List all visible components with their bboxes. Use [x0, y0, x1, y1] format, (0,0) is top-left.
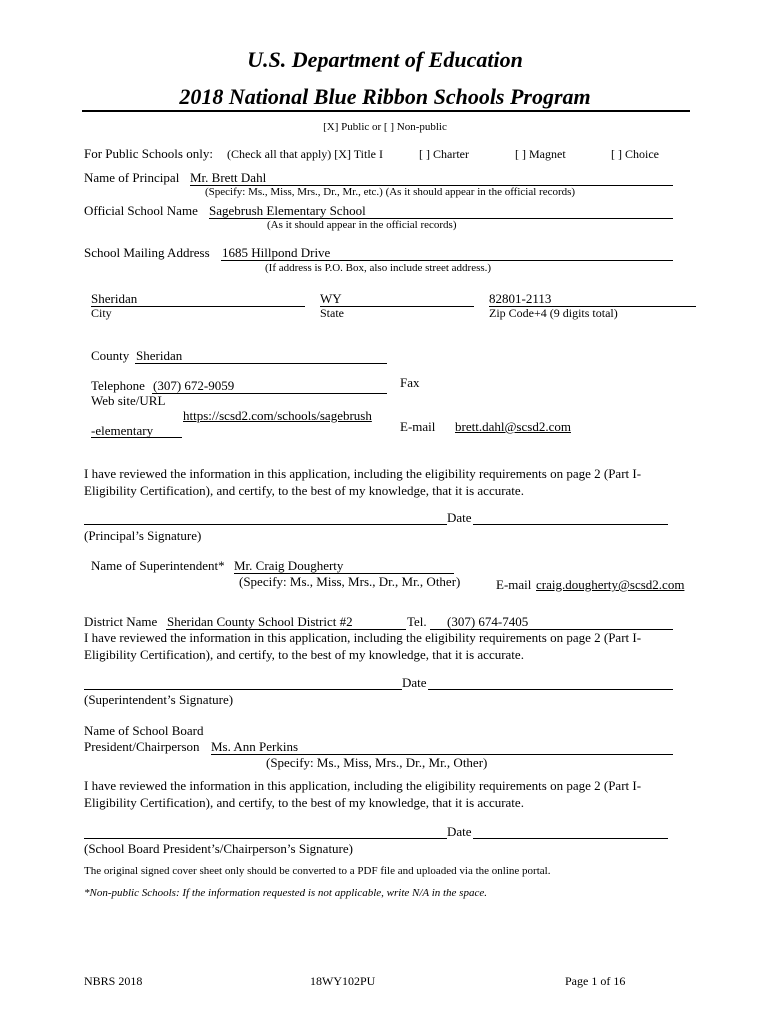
school-name-field[interactable]: Sagebrush Elementary School	[209, 203, 366, 218]
document-title: U.S. Department of Education	[247, 47, 523, 72]
state-field[interactable]: WY	[320, 291, 342, 306]
superintendent-email-label: E-mail	[496, 577, 532, 592]
footer-left: NBRS 2018	[84, 974, 143, 988]
city-label: City	[91, 306, 112, 320]
certification-text-line-1: I have reviewed the information in this application, including the eligibility requirements on page 2 (Part I-	[84, 466, 642, 481]
superintendent-label: Name of Superintendent*	[91, 558, 225, 573]
state-label: State	[320, 306, 344, 320]
school-type-label: For Public Schools only:	[84, 146, 213, 161]
city-field[interactable]: Sheridan	[91, 291, 138, 306]
certification-text-2-line-1: I have reviewed the information in this application, including the eligibility requirements on page 2 (Part I-	[84, 630, 642, 645]
board-label-line-2: President/Chairperson	[84, 739, 200, 754]
charter-option: [ ] Charter	[419, 147, 469, 161]
principal-signature-caption: (Principal’s Signature)	[84, 528, 202, 543]
certification-text-line-2: Eligibility Certification), and certify, to the best of my knowledge, that it is accurate.	[84, 483, 524, 498]
superintendent-signature-caption: (Superintendent’s Signature)	[84, 692, 234, 707]
principal-date-field[interactable]	[473, 524, 668, 525]
principal-date-label: Date	[447, 510, 472, 525]
title-i-option: (Check all that apply) [X] Title I	[227, 147, 383, 161]
website-field[interactable]: https://scsd2.com/schools/sagebrush	[183, 408, 372, 423]
city-field-line	[91, 306, 305, 307]
principal-field[interactable]: Mr. Brett Dahl	[190, 170, 267, 185]
board-date-label: Date	[447, 824, 472, 839]
principal-hint: (Specify: Ms., Miss, Mrs., Dr., Mr., etc.) (As it should appear in the official records)	[205, 186, 576, 198]
mailing-address-field-line	[221, 260, 673, 261]
county-field-line	[135, 363, 387, 364]
mailing-address-field[interactable]: 1685 Hillpond Drive	[222, 245, 331, 260]
website-field-continued[interactable]: -elementary	[91, 423, 154, 438]
board-signature-caption: (School Board President’s/Chairperson’s Signature)	[84, 841, 353, 856]
district-field[interactable]: Sheridan County School District #2	[167, 614, 353, 629]
program-title: 2018 National Blue Ribbon Schools Program	[179, 84, 591, 109]
board-field[interactable]: Ms. Ann Perkins	[211, 739, 299, 754]
zip-label: Zip Code+4 (9 digits total)	[489, 306, 618, 320]
county-field[interactable]: Sheridan	[136, 348, 183, 363]
superintendent-field[interactable]: Mr. Craig Dougherty	[234, 558, 344, 573]
school-name-label: Official School Name	[84, 203, 198, 218]
public-nonpublic-option: [X] Public or [ ] Non-public	[323, 121, 447, 133]
mailing-address-label: School Mailing Address	[84, 245, 210, 260]
fax-label: Fax	[400, 375, 420, 390]
superintendent-date-label: Date	[402, 675, 427, 690]
nonpublic-note: *Non-public Schools: If the information requested is not applicable, write N/A in the space.	[84, 887, 487, 899]
magnet-option: [ ] Magnet	[515, 147, 566, 161]
certification-text-2-line-2: Eligibility Certification), and certify, to the best of my knowledge, that it is accurate.	[84, 647, 524, 662]
certification-text-3-line-1: I have reviewed the information in this application, including the eligibility requirements on page 2 (Part I-	[84, 778, 642, 793]
superintendent-date-field[interactable]	[428, 689, 673, 690]
board-signature-line[interactable]	[84, 838, 447, 839]
superintendent-hint: (Specify: Ms., Miss, Mrs., Dr., Mr., Other)	[239, 574, 461, 589]
district-tel-label: Tel.	[407, 614, 427, 629]
superintendent-email-field[interactable]: craig.dougherty@scsd2.com	[536, 577, 685, 592]
telephone-label: Telephone	[91, 378, 145, 393]
page-number: Page 1 of 16	[565, 974, 626, 988]
principal-signature-line[interactable]	[84, 524, 447, 525]
district-tel-field[interactable]: (307) 674-7405	[447, 614, 529, 629]
certification-text-3-line-2: Eligibility Certification), and certify, to the best of my knowledge, that it is accurate.	[84, 795, 524, 810]
school-name-hint: (As it should appear in the official records)	[267, 219, 457, 231]
principal-label: Name of Principal	[84, 170, 180, 185]
board-date-field[interactable]	[473, 838, 668, 839]
superintendent-signature-line[interactable]	[84, 689, 402, 690]
website-label: Web site/URL	[91, 393, 166, 408]
title-rule	[82, 110, 690, 112]
choice-option: [ ] Choice	[611, 147, 659, 161]
upload-note: The original signed cover sheet only should be converted to a PDF file and uploaded via the online portal.	[84, 865, 551, 877]
mailing-address-hint: (If address is P.O. Box, also include street address.)	[265, 262, 492, 274]
board-hint: (Specify: Ms., Miss, Mrs., Dr., Mr., Other)	[266, 755, 488, 770]
board-label-line-1: Name of School Board	[84, 723, 204, 738]
telephone-field-line	[152, 393, 387, 394]
telephone-field[interactable]: (307) 672-9059	[153, 378, 235, 393]
zip-field[interactable]: 82801-2113	[489, 291, 552, 306]
footer-center: 18WY102PU	[310, 974, 376, 988]
county-label: County	[91, 348, 130, 363]
district-label: District Name	[84, 614, 158, 629]
email-field[interactable]: brett.dahl@scsd2.com	[455, 419, 571, 434]
email-label: E-mail	[400, 419, 436, 434]
